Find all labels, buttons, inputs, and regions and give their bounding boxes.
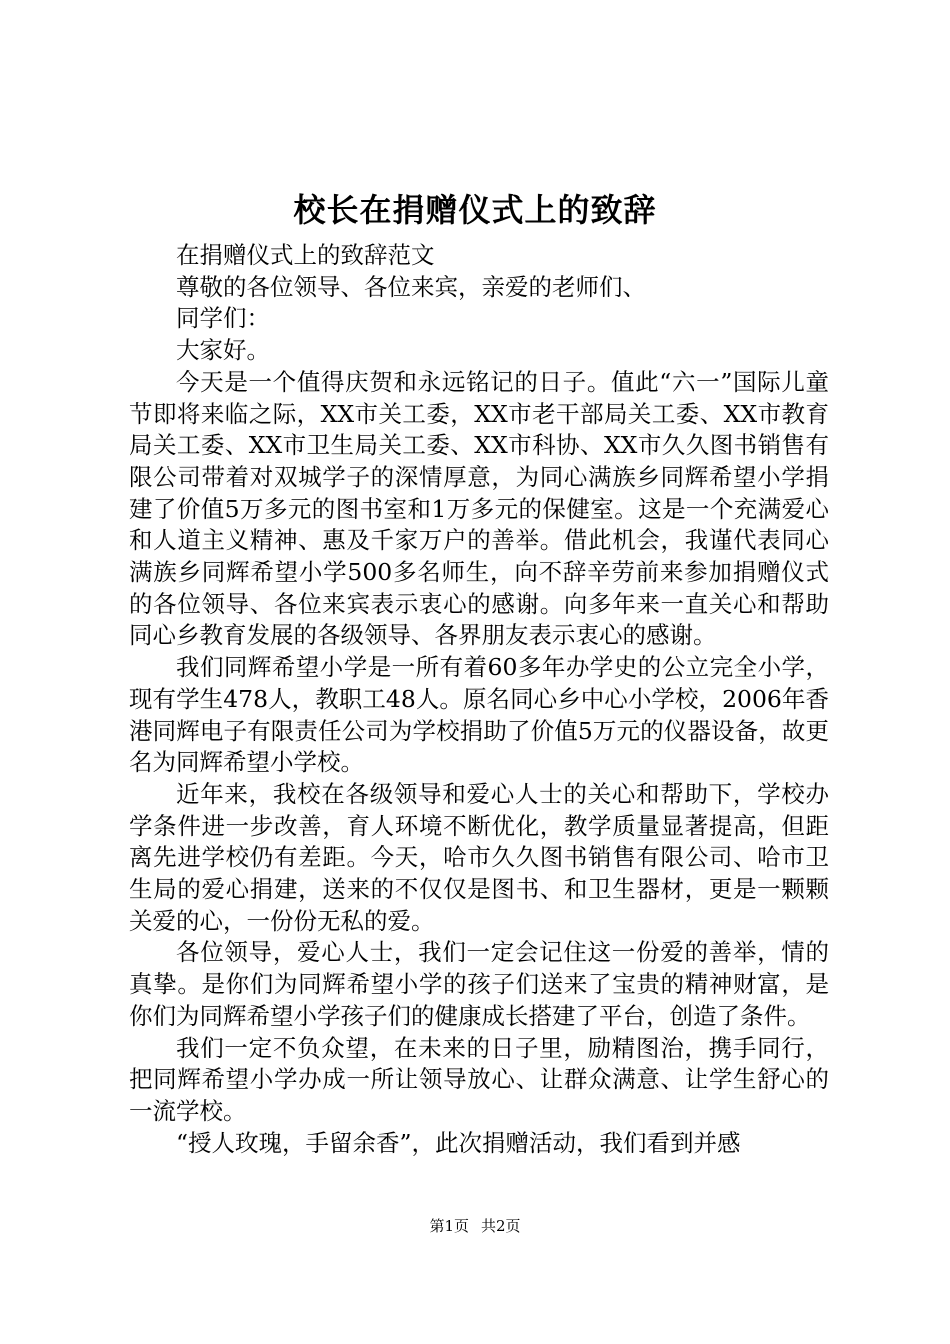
page-footer — [0, 1215, 950, 1237]
paragraph-body: 今天是一个值得庆贺和永远铭记的日子。值此“六一”国际儿童节即将来临之际，XX市关工委，XX市老干部局关工委、XX市教育局关工委、XX市卫生局关工委、XX市科协、XX市久久图书销售有限公司带着对双城学子的深情厚意，为同心满族乡同辉希望小学捐建了价值5万多元的图书室和1万多元的保健室。这是一个充满爱心和人道主义精神、惠及千家万户的善举。借此机会，我谨代表同心满族乡同辉希望小学500多名师生，向不辞辛劳前来参加捐赠仪式的各位领导、各位来宾表示衷心的感谢。向多年来一直关心和帮助同心乡教育发展的各级领导、各界朋友表示衷心的感谢。 — [129, 367, 829, 650]
paragraph-subtitle: 在捐赠仪式上的致辞范文 — [176, 241, 435, 269]
document-body — [129, 240, 829, 1159]
paragraph-body: 各位领导，爱心人士，我们一定会记住这一份爱的善举，情的真挚。是你们为同辉希望小学的孩子们送来了宝贵的精神财富，是你们为同辉希望小学孩子们的健康成长搭建了平台，创造了条件。 — [129, 938, 829, 1030]
paragraph-body: 我们同辉希望小学是一所有着60多年办学史的公立完全小学，现有学生478人，教职工48人。原名同心乡中心小学校，2006年香港同辉电子有限责任公司为学校捐助了价值5万元的仪器设备，故更名为同辉希望小学校。 — [129, 653, 829, 777]
page-total: 共2页 — [481, 1217, 521, 1235]
document-title: 校长在捐赠仪式上的致辞 — [293, 191, 657, 229]
paragraph-body: 我们一定不负众望，在未来的日子里，励精图治，携手同行，把同辉希望小学办成一所让领导放心、让群众满意、让学生舒心的一流学校。 — [129, 1033, 829, 1125]
paragraph-body: 近年来，我校在各级领导和爱心人士的关心和帮助下，学校办学条件进一步改善，育人环境不断优化，教学质量显著提高，但距离先进学校仍有差距。今天，哈市久久图书销售有限公司、哈市卫生局的爱心捐建，送来的不仅仅是图书、和卫生器材，更是一颗颗关爱的心，一份份无私的爱。 — [129, 779, 829, 935]
paragraph-body: “授人玫瑰，手留余香”，此次捐赠活动，我们看到并感 — [176, 1128, 741, 1157]
paragraph-salutation: 尊敬的各位领导、各位来宾，亲爱的老师们、 — [176, 272, 646, 301]
page-number: 第1页 — [429, 1217, 469, 1235]
paragraph-greeting: 大家好。 — [176, 336, 270, 365]
paragraph-salutation-cont: 同学们： — [176, 304, 270, 333]
